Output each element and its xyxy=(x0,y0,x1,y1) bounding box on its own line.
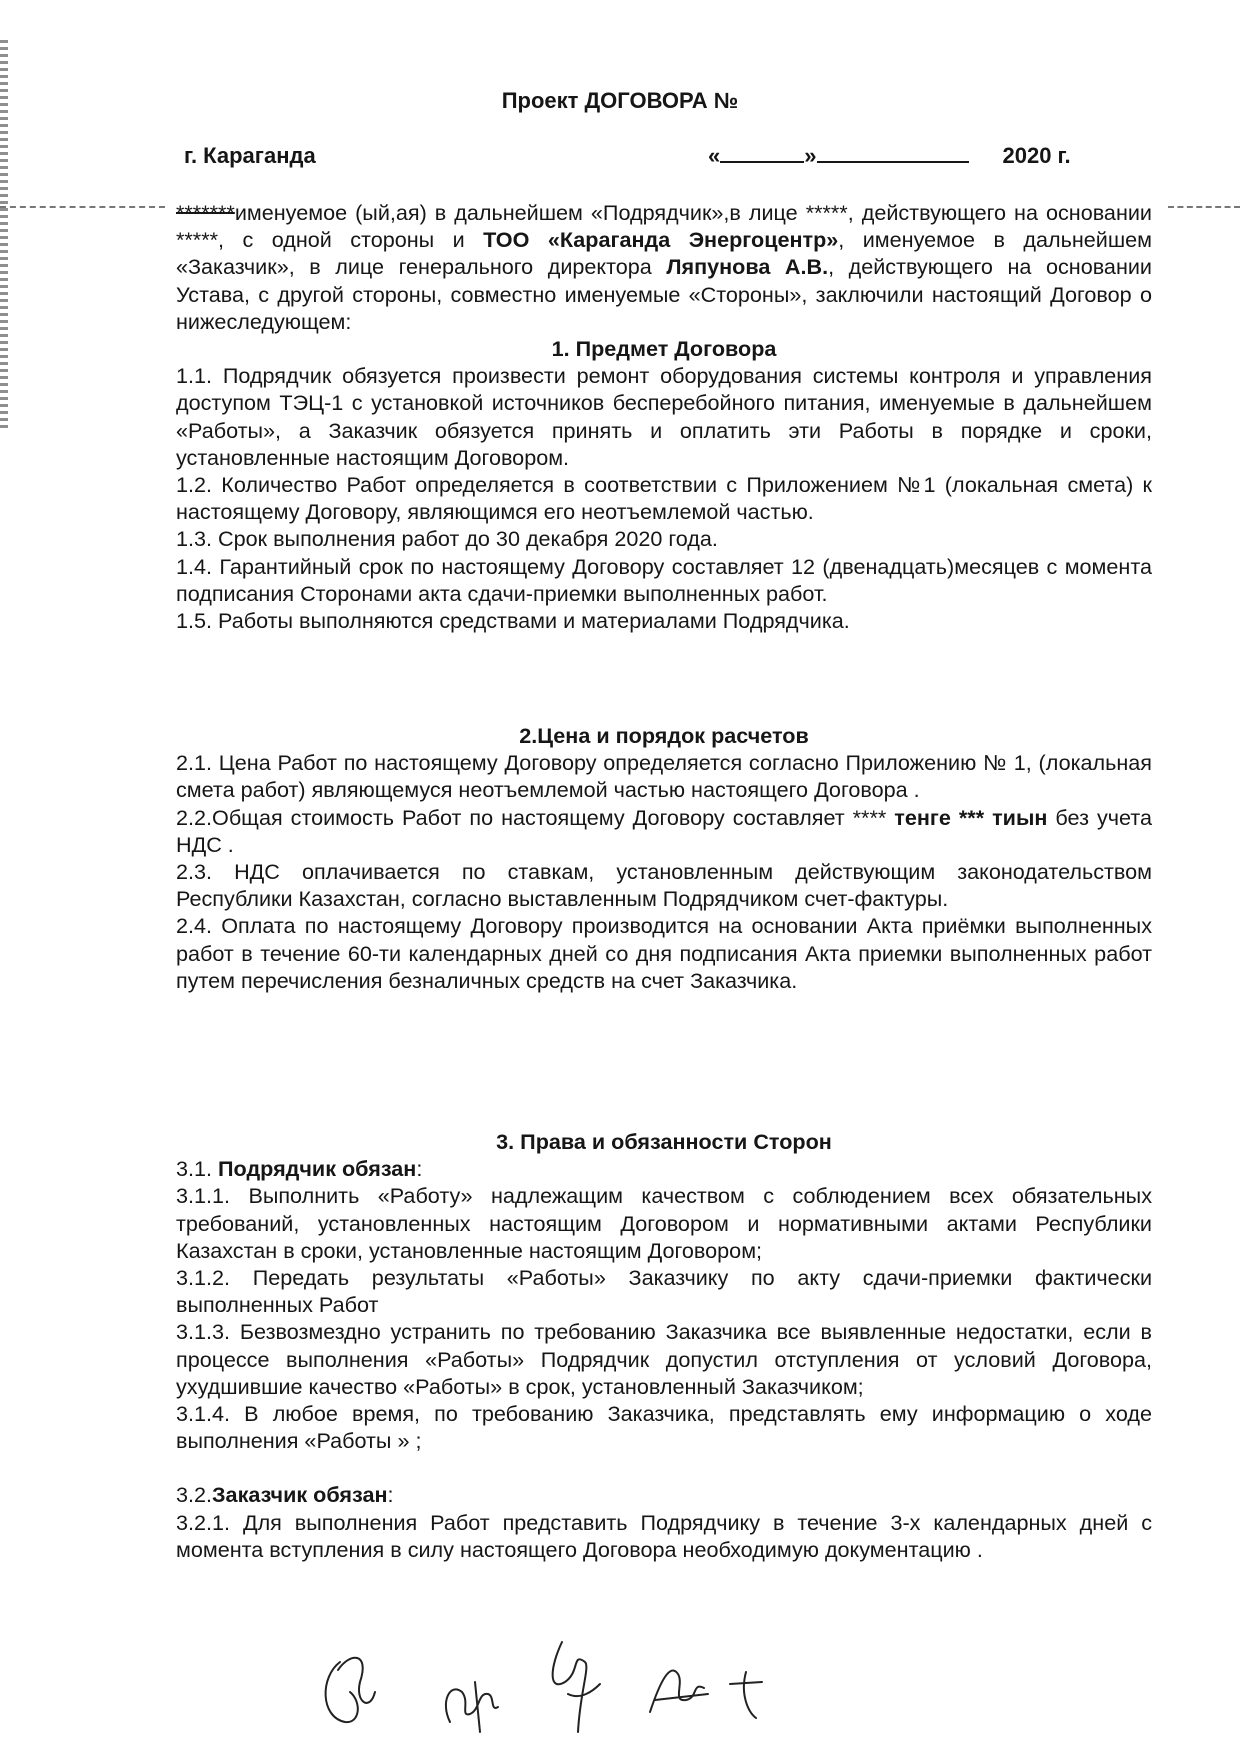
clause-2-2: 2.2.Общая стоимость Работ по настоящему Договору составляет **** тенге *** тиын без учета НДС . xyxy=(176,804,1152,857)
contractor-placeholder: ******* xyxy=(176,200,235,225)
section-3-heading: 3. Права и обязанности Сторон xyxy=(496,1129,832,1154)
clause-3-1-title: 3.1. Подрядчик обязан: xyxy=(176,1156,423,1182)
date-open-quote: « xyxy=(708,143,721,168)
scan-dash-line-right xyxy=(1168,206,1240,208)
signature-2 xyxy=(446,1682,498,1732)
handwritten-signatures xyxy=(300,1622,860,1742)
clause-3-1-4: 3.1.4. В любое время, по требованию Заказчика, представлять ему информацию о ходе выполнения «Работы » ; xyxy=(176,1401,1152,1454)
clause-1-4: 1.4. Гарантийный срок по настоящему Договору составляет 12 (двенадцать)месяцев с момента подписания Сторонами акта сдачи-приемки выполненных работ. xyxy=(176,553,1152,606)
city-label: г. Караганда xyxy=(184,143,316,168)
date-close-quote: » xyxy=(804,143,817,168)
contract-year: 2020 г. xyxy=(1002,143,1071,168)
clause-3-2-title: 3.2.Заказчик обязан: xyxy=(176,1482,394,1508)
price-currency: тенге *** тиын xyxy=(894,804,1048,830)
clause-3-1-1: 3.1.1. Выполнить «Работу» надлежащим качеством с соблюдением всех обязательных требований, установленных настоящим Договором и нормативными актами Республики Казахстан в сроки, установленные настоящим Договором; xyxy=(176,1183,1152,1263)
section-1-heading: 1. Предмет Договора xyxy=(551,336,777,362)
spacer xyxy=(176,1454,1152,1481)
director-name: Ляпунова А.В. xyxy=(666,254,829,280)
clause-3-1-2: 3.1.2. Передать результаты «Работы» Заказчику по акту сдачи-приемки фактически выполненных Работ xyxy=(176,1265,1152,1318)
preamble-and-section-1 xyxy=(176,199,1152,634)
day-blank xyxy=(720,145,804,163)
clause-1-3: 1.3. Срок выполнения работ до 30 декабря 2020 года. xyxy=(176,526,718,552)
section-2 xyxy=(176,722,1152,994)
signature-5 xyxy=(730,1672,762,1718)
clause-2-1: 2.1. Цена Работ по настоящему Договору определяется согласно Приложению № 1, (локальная смета работ) являющемуся неотъемлемой частью настоящего Договора . xyxy=(176,750,1152,803)
preamble-paragraph: *******именуемое (ый,ая) в дальнейшем «Подрядчик»,в лице *****, действующего на основании *****, с одной стороны и ТОО «Караганда Энергоцентр», именуемое в дальнейшем «Заказчик», в лице генерального директора Ляпунова А.В., действующего на основании Устава, с другой стороны, совместно именуемые «Стороны», заключили настоящий Договор о нижеследующем: xyxy=(176,200,1152,334)
contract-date xyxy=(708,143,1071,169)
signature-1 xyxy=(326,1658,375,1722)
clause-1-1: 1.1. Подрядчик обязуется произвести ремонт оборудования системы контроля и управления доступом ТЭЦ-1 с установкой источников бесперебойного питания, именуемые в дальнейшем «Работы», а Заказчик обязуется принять и оплатить эти Работы в порядке и сроки, установленные настоящим Договором. xyxy=(176,363,1152,470)
month-blank xyxy=(817,145,969,163)
clause-3-2-1: 3.2.1. Для выполнения Работ представить Подрядчику в течение 3-х календарных дней с момента вступления в силу настоящего Договора необходимую документацию . xyxy=(176,1509,1152,1562)
signatures-area xyxy=(300,1622,860,1742)
clause-2-4: 2.4. Оплата по настоящему Договору производится на основании Акта приёмки выполненных работ в течение 60-ти календарных дней со дня подписания Акта приемки выполненных работ путем перечисления безналичных средств на счет Заказчика. xyxy=(176,913,1152,993)
clause-2-3: 2.3. НДС оплачивается по ставкам, установленным действующим законодательством Республики Казахстан, согласно выставленным Подрядчиком счет-фактуры. xyxy=(176,859,1152,912)
section-3 xyxy=(176,1128,1152,1563)
signature-4 xyxy=(650,1670,708,1712)
clause-1-5: 1.5. Работы выполняются средствами и материалами Подрядчика. xyxy=(176,608,850,634)
document-title: Проект ДОГОВОРА № xyxy=(501,88,739,113)
clause-1-2: 1.2. Количество Работ определяется в соответствии с Приложением №1 (локальная смета) к настоящему Договору, являющимся его неотъемлемой частью. xyxy=(176,472,1152,525)
clause-3-1-3: 3.1.3. Безвозмездно устранить по требованию Заказчика все выявленные недостатки, если в процессе выполнения «Работы» Подрядчик допустил отступления от условий Договора, ухудшившие качество «Работы» в срок, установленный Заказчиком; xyxy=(176,1319,1152,1399)
scan-dash-line-left xyxy=(0,206,165,208)
section-2-heading: 2.Цена и порядок расчетов xyxy=(519,723,809,748)
company-name: ТОО «Караганда Энергоцентр» xyxy=(483,227,839,253)
signature-3 xyxy=(553,1642,600,1732)
